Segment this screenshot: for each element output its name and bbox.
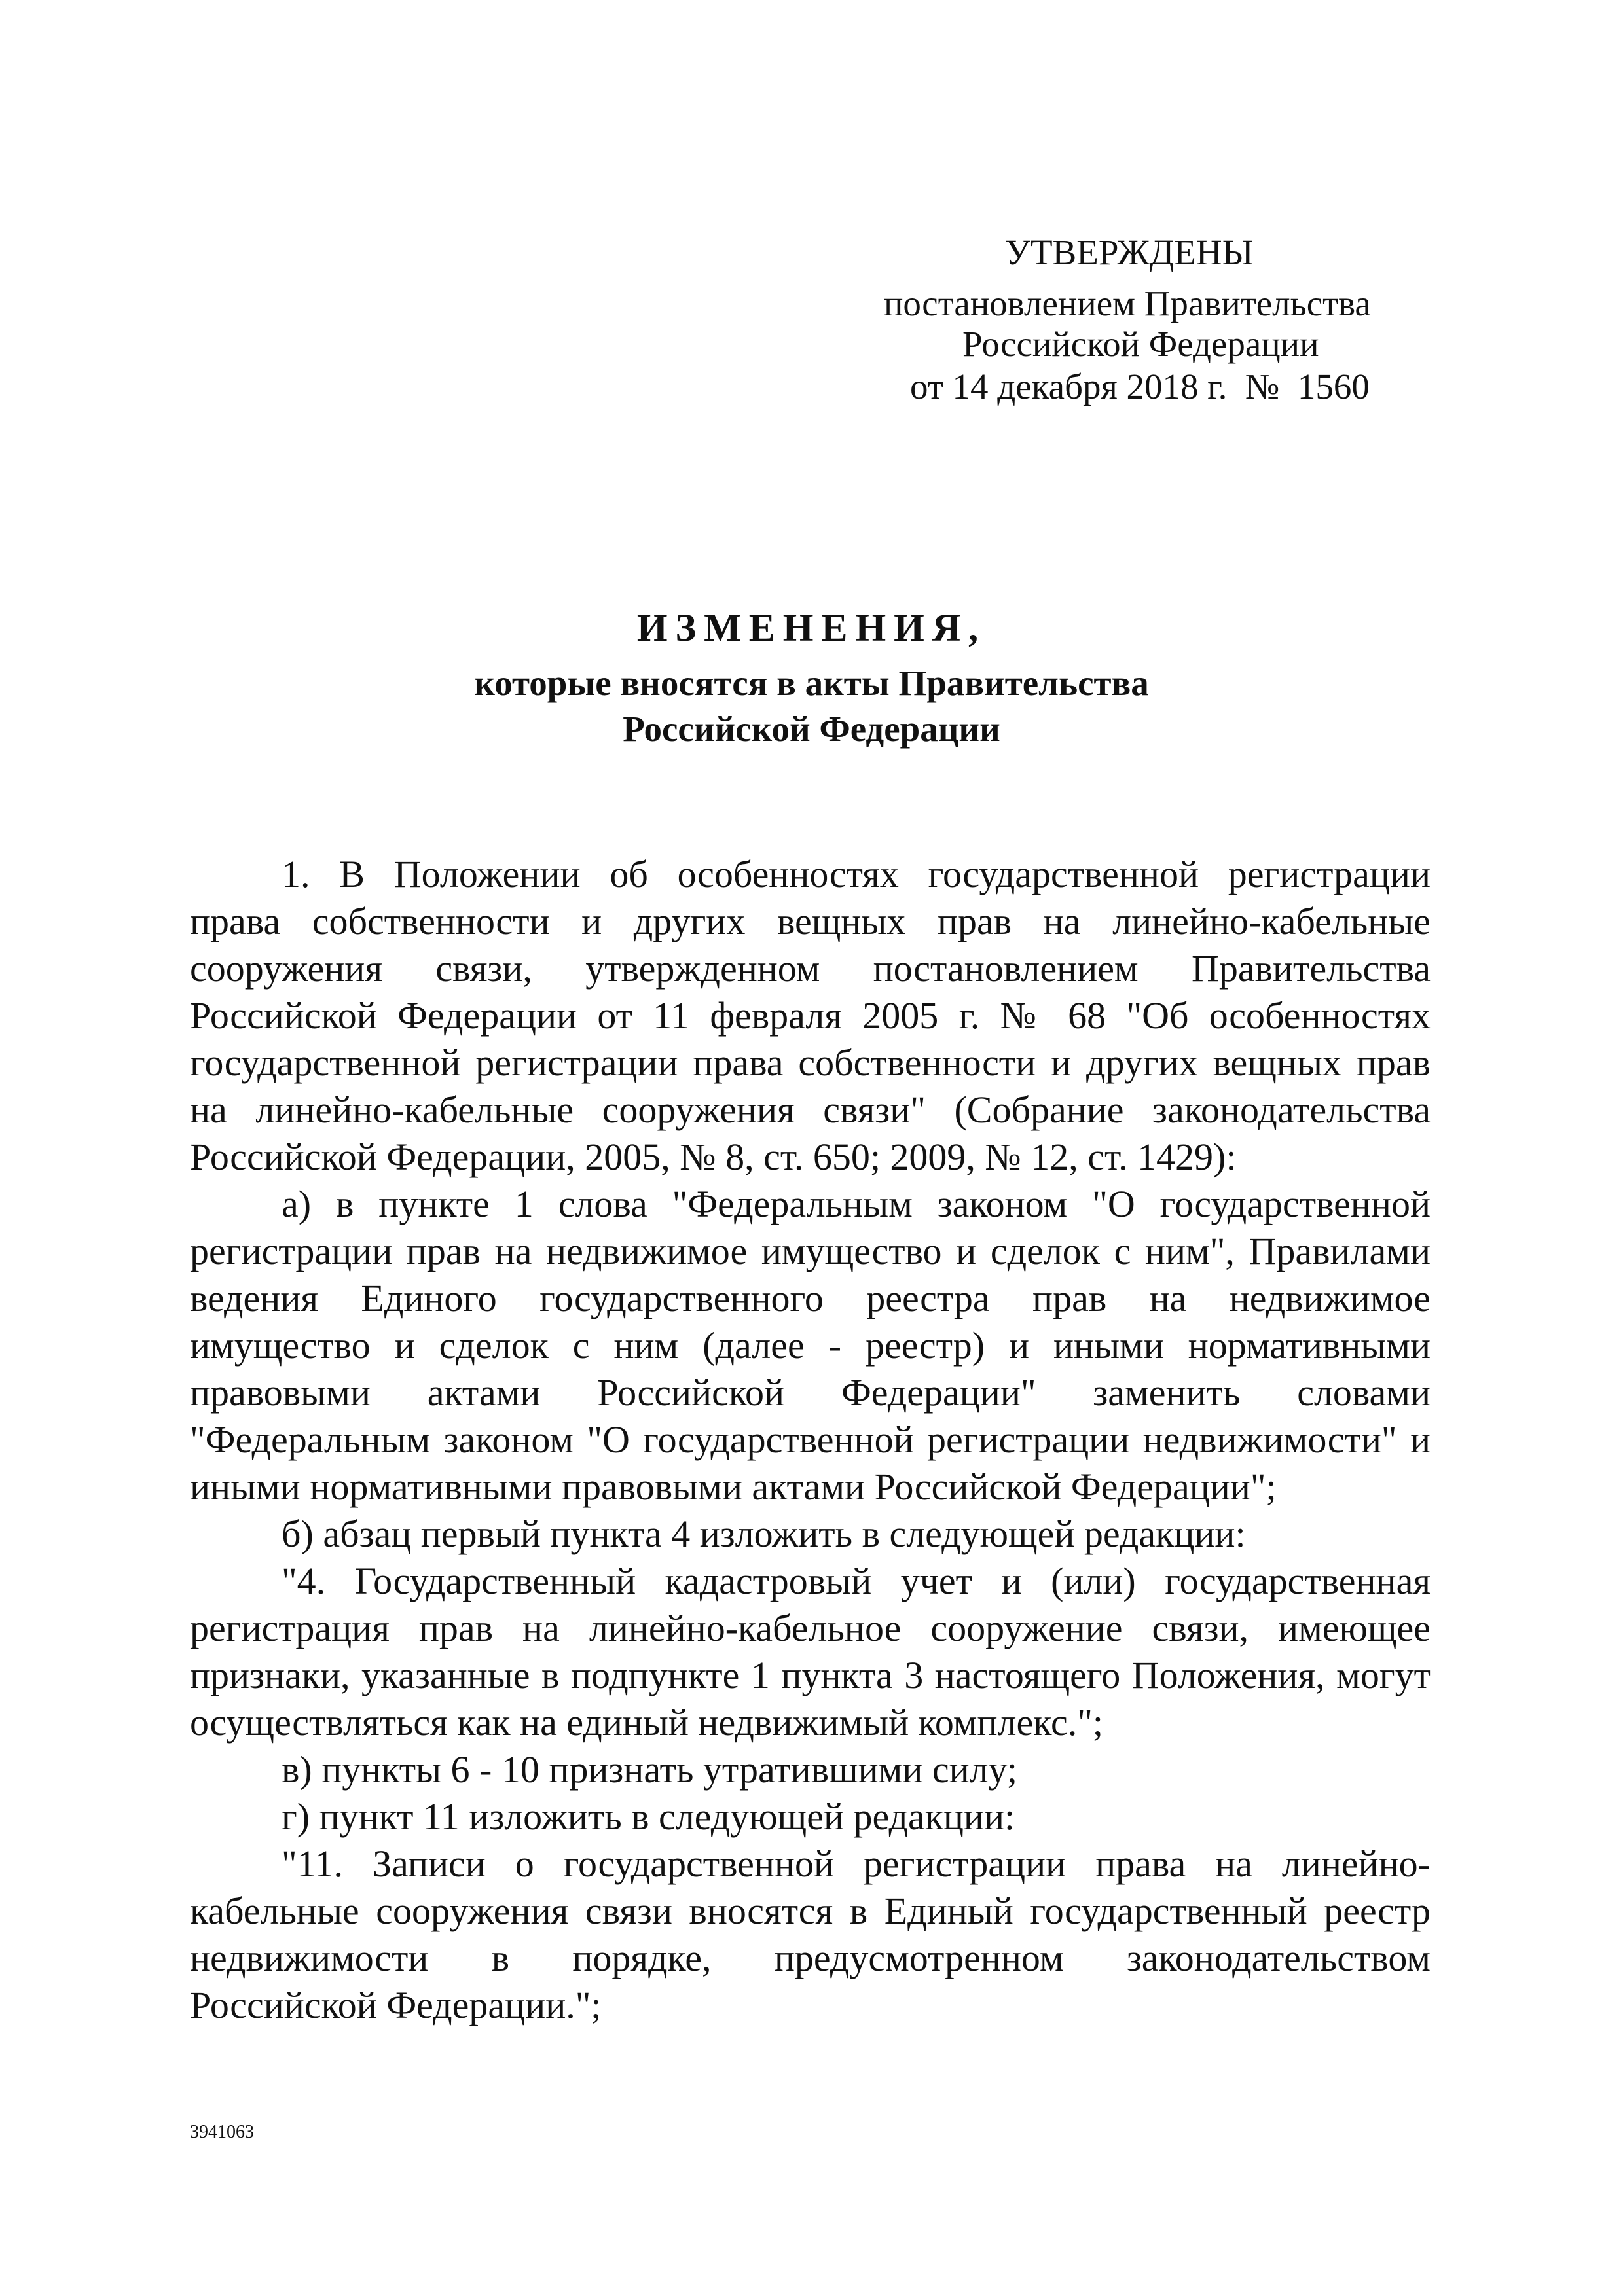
body-line: Российской Федерации, 2005, № 8, ст. 650; 2009, № 12, ст. 1429):	[190, 1136, 1237, 1178]
body-line: Российской Федерации.";	[190, 1984, 602, 2026]
body-line: ведения Единого государственного реестра прав на недвижимое	[190, 1277, 1431, 1319]
body-line: государственной регистрации права собственности и других вещных прав	[190, 1041, 1431, 1084]
body-line: недвижимости в порядке, предусмотренном законодательством	[190, 1937, 1431, 1979]
approval-line-federation: Российской Федерации	[962, 324, 1319, 364]
document-subtitle-line-2: Российской Федерации	[623, 709, 1000, 749]
approval-heading: УТВЕРЖДЕНЫ	[1005, 232, 1254, 272]
body-line: "Федеральным законом "О государственной регистрации недвижимости" и	[190, 1418, 1431, 1461]
body-line: на линейно-кабельные сооружения связи" (Собрание законодательства	[190, 1088, 1431, 1131]
document-title: ИЗМЕНЕНИЯ,	[636, 606, 987, 649]
approval-line-date-number: от 14 декабря 2018 г. № 1560	[910, 367, 1370, 406]
body-line: регистрации прав на недвижимое имущество и сделок с ним", Правилами	[190, 1230, 1431, 1272]
body-line: осуществляться как на единый недвижимый комплекс.";	[190, 1701, 1104, 1744]
body-line: кабельные сооружения связи вносятся в Единый государственный реестр	[190, 1890, 1431, 1932]
body-line: признаки, указанные в подпункте 1 пункта 3 настоящего Положения, могут	[190, 1654, 1431, 1696]
body-line: б) абзац первый пункта 4 изложить в следующей редакции:	[282, 1513, 1246, 1555]
body-line: Российской Федерации от 11 февраля 2005 г. № 68 "Об особенностях	[190, 994, 1431, 1037]
body-line: правовыми актами Российской Федерации" заменить словами	[190, 1371, 1431, 1414]
body-line: г) пункт 11 изложить в следующей редакции:	[282, 1795, 1015, 1838]
document-number: 3941063	[190, 2122, 254, 2142]
body-line: иными нормативными правовыми актами Российской Федерации";	[190, 1465, 1277, 1508]
body-line: а) в пункте 1 слова "Федеральным законом "О государственной	[282, 1183, 1431, 1225]
body-line: "11. Записи о государственной регистрации права на линейно-	[282, 1842, 1431, 1885]
body-line: сооружения связи, утвержденном постановлением Правительства	[190, 947, 1431, 990]
body-line: в) пункты 6 - 10 признать утратившими силу;	[282, 1748, 1017, 1791]
body-line: права собственности и других вещных прав на линейно-кабельные	[190, 900, 1431, 942]
document-subtitle-line-1: которые вносятся в акты Правительства	[474, 663, 1149, 703]
approval-line-decree: постановлением Правительства	[884, 283, 1371, 323]
body-line: имущество и сделок с ним (далее - реестр) и иными нормативными	[190, 1324, 1431, 1367]
body-line: 1. В Положении об особенностях государственной регистрации	[282, 853, 1431, 895]
body-line: "4. Государственный кадастровый учет и (или) государственная	[282, 1560, 1431, 1602]
body-line: регистрация прав на линейно-кабельное сооружение связи, имеющее	[190, 1607, 1431, 1649]
